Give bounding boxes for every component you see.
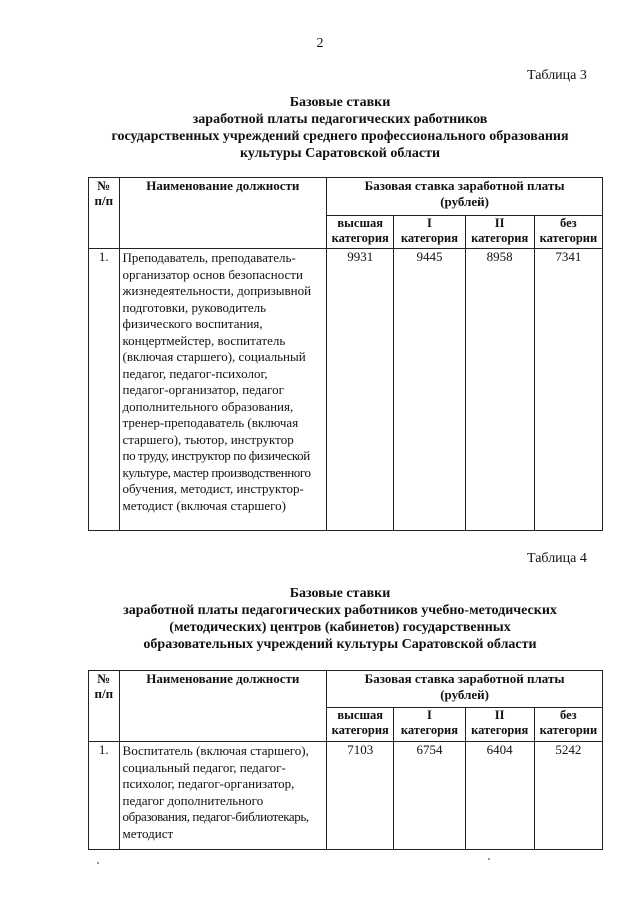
rate-value: 9931 bbox=[327, 249, 394, 531]
table3-title-line: Базовые ставки bbox=[289, 95, 391, 110]
table3-col-name-header: Наименование должности bbox=[119, 178, 327, 249]
table3-title bbox=[60, 94, 620, 162]
table3-category-header: без категории bbox=[534, 216, 602, 249]
table4-category-header: высшая категория bbox=[327, 708, 394, 742]
table3-title-line: государственных учреждений среднего профессионального образования bbox=[111, 129, 569, 144]
rate-value: 6754 bbox=[394, 742, 465, 850]
table4-title-line: (методических) центров (кабинетов) государственных bbox=[169, 620, 511, 635]
table4-title-line: Базовые ставки bbox=[289, 586, 391, 601]
rate-value: 7103 bbox=[327, 742, 394, 850]
table4-title bbox=[60, 585, 620, 653]
rate-value: 7341 bbox=[534, 249, 602, 531]
table3-base-rate-header: Базовая ставка заработной платы (рублей) bbox=[327, 178, 603, 216]
table-row bbox=[89, 249, 603, 531]
table4-col-num-header: № п/п bbox=[89, 671, 120, 742]
table4-category-header: II категория bbox=[465, 708, 534, 742]
table4-category-header: без категории bbox=[534, 708, 602, 742]
table3 bbox=[88, 177, 603, 531]
rate-value: 9445 bbox=[394, 249, 465, 531]
table4-category-header: I категория bbox=[394, 708, 465, 742]
table3-title-line: культуры Саратовской области bbox=[239, 146, 441, 161]
row-number: 1. bbox=[89, 742, 120, 850]
table-row bbox=[89, 742, 603, 850]
rate-value: 5242 bbox=[534, 742, 602, 850]
page-number: 2 bbox=[316, 36, 324, 51]
table3-label: Таблица 3 bbox=[527, 68, 587, 83]
table4-col-name-header: Наименование должности bbox=[119, 671, 327, 742]
table4-label: Таблица 4 bbox=[527, 551, 587, 566]
row-number: 1. bbox=[89, 249, 120, 531]
table3-category-header: II категория bbox=[465, 216, 534, 249]
table3-category-header: I категория bbox=[394, 216, 465, 249]
scan-speck bbox=[97, 862, 99, 864]
position-name: Воспитатель (включая старшего), социальный педагог, педагог- психолог, педагог-организатор, педагог дополнительного образования, педагог-библиотекарь, методист bbox=[119, 742, 327, 850]
table4-title-line: образовательных учреждений культуры Саратовской области bbox=[143, 637, 537, 652]
table3-col-num-header: № п/п bbox=[89, 178, 120, 249]
position-name: Преподаватель, преподаватель- организатор основ безопасности жизнедеятельности, допризывной подготовки, руководитель физического воспитания, концертмейстер, воспитатель (включая старшего), социальный педагог, педагог-психолог, педагог-организатор, педагог дополнительного образования, тренер-преподаватель (включая старшего), тьютор, инструктор по труду, инструктор по физической культуре, мастер производственного обучения, методист, инструктор- методист (включая старшего) bbox=[119, 249, 327, 531]
scan-speck bbox=[488, 858, 490, 860]
table3-category-header: высшая категория bbox=[327, 216, 394, 249]
table4-title-line: заработной платы педагогических работников учебно-методических bbox=[123, 603, 557, 618]
rate-value: 6404 bbox=[465, 742, 534, 850]
table4-base-rate-header: Базовая ставка заработной платы (рублей) bbox=[327, 671, 603, 708]
table4 bbox=[88, 670, 603, 850]
table3-title-line: заработной платы педагогических работников bbox=[192, 112, 488, 127]
rate-value: 8958 bbox=[465, 249, 534, 531]
